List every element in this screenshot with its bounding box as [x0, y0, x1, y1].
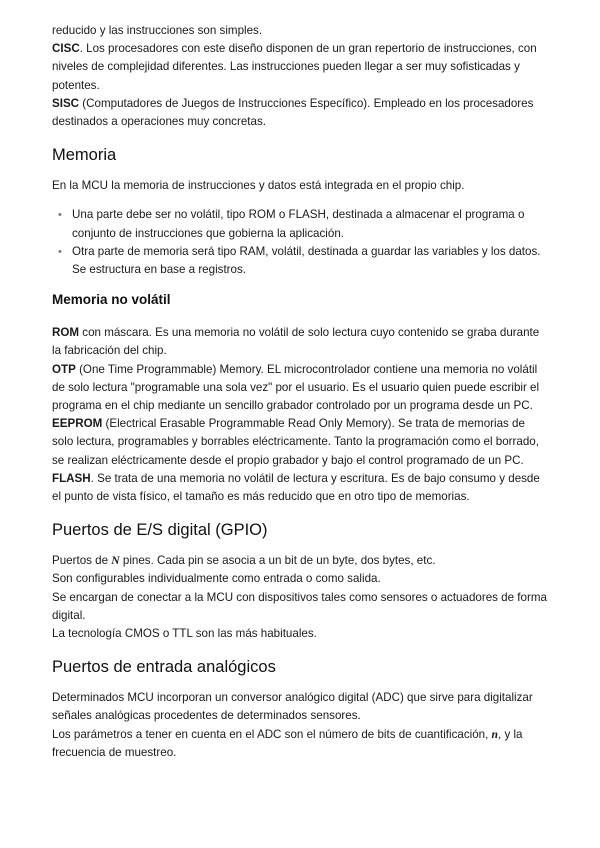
rom-paragraph [52, 324, 548, 360]
document-page [52, 22, 548, 762]
flash-paragraph [52, 470, 548, 506]
analog-paragraph: Los parámetros a tener en cuenta en el ADC son el número de bits de cuantificación, n, y la frecuencia de muestreo. [52, 727, 523, 759]
analog-body [52, 689, 548, 762]
gpio-body [52, 552, 548, 643]
math-variable-n: n [491, 727, 498, 741]
cisc-term: CISC [52, 42, 80, 56]
memoria-list [52, 206, 548, 279]
rom-term: ROM [52, 326, 80, 340]
bullet-icon: • [58, 245, 62, 258]
rom-text: con máscara. Es una memoria no volátil de solo lectura cuyo contenido se graba durante la fabricación del chip. [52, 326, 540, 358]
analog-heading: Puertos de entrada analógicos [52, 658, 276, 677]
list-item: • Otra parte de memoria será tipo RAM, volátil, destinada a guardar las variables y los datos. Se estructura en base a registros. [58, 244, 541, 277]
otp-text: (One Time Programmable) Memory. EL microcontrolador contiene una memoria no volátil de solo lectura "programable una sola vez" por el usuario. Es el usuario quien puede escribir el programa en el chip mediante un sencillo grabador controlado por un programa desde un PC. [52, 362, 540, 413]
gpio-line: Puertos de N pines. Cada pin se asocia a un bit de un byte, dos bytes, etc. [52, 554, 436, 568]
bullet-icon: • [58, 209, 62, 222]
math-variable-n: N [111, 554, 120, 568]
sisc-term: SISC [52, 96, 80, 110]
analog-paragraph: Determinados MCU incorporan un conversor analógico digital (ADC) que sirve para digitalizar señales analógicas procedentes de determinados sensores. [52, 691, 533, 723]
memoria-no-volatil-heading: Memoria no volátil [52, 292, 171, 308]
sisc-text: (Computadores de Juegos de Instrucciones Específico). Empleado en los procesadores destinados a operaciones muy concretas. [52, 96, 534, 129]
list-item: • Una parte debe ser no volátil, tipo ROM o FLASH, destinada a almacenar el programa o conjunto de instrucciones que gobierna la aplicación. [58, 208, 525, 240]
cisc-paragraph [52, 40, 548, 95]
eeprom-term: EEPROM [52, 417, 103, 431]
sisc-paragraph [52, 95, 548, 131]
gpio-line: La tecnología CMOS o TTL son las más habituales. [52, 627, 317, 641]
flash-text: . Se trata de una memoria no volátil de lectura y escritura. Es de bajo consumo y desde el punto de vista físico, el tamaño es más reducido que en otro tipo de memorias. [52, 471, 540, 504]
intro-paragraph: reducido y las instrucciones son simples. [52, 24, 263, 37]
otp-paragraph [52, 361, 548, 416]
otp-term: OTP [52, 362, 76, 376]
gpio-heading: Puertos de E/S digital (GPIO) [52, 521, 268, 540]
eeprom-text: (Electrical Erasable Programmable Read Only Memory). Se trata de memorias de solo lectura, programables y borrables eléctricamente. Tanto la programación como el borrado, se realizan eléctricamente desde el propio grabador y bajo el control programado de un PC. [52, 417, 539, 467]
gpio-line: Se encargan de conectar a la MCU con dispositivos tales como sensores o actuadores de forma digital. [52, 590, 547, 622]
eeprom-paragraph [52, 415, 548, 470]
memoria-intro: En la MCU la memoria de instrucciones y datos está integrada en el propio chip. [52, 179, 465, 193]
gpio-line: Son configurables individualmente como entrada o como salida. [52, 572, 381, 586]
memoria-no-volatil-body [52, 324, 548, 506]
flash-term: FLASH [52, 471, 91, 485]
memoria-heading: Memoria [52, 146, 117, 165]
cisc-text: . Los procesadores con este diseño disponen de un gran repertorio de instrucciones, con niveles de complejidad diferentes. Las instrucciones pueden llegar a ser muy sofisticadas y potentes. [52, 42, 537, 92]
